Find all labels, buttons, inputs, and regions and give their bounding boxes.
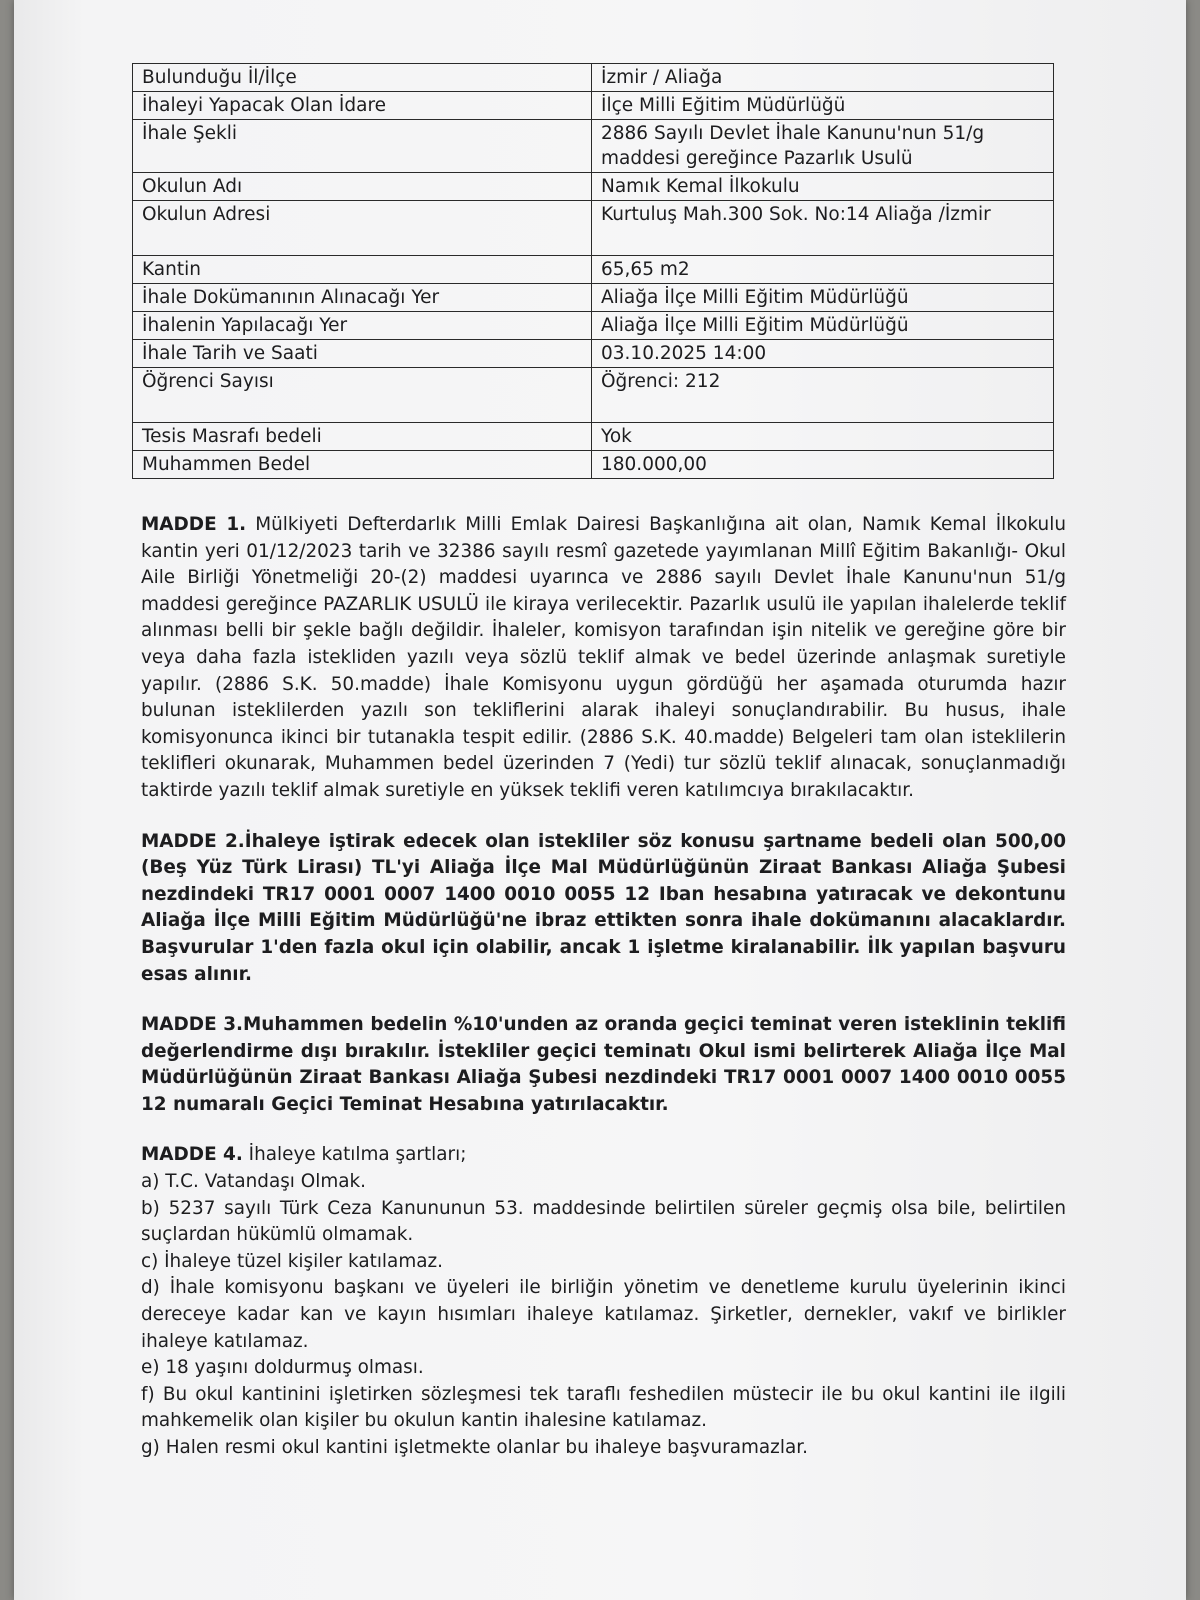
madde-4-intro: İhaleye katılma şartları; <box>242 1144 467 1166</box>
table-row-value: Yok <box>592 423 1054 451</box>
table-row-value: 2886 Sayılı Devlet İhale Kanunu'nun 51/g maddesi gereğince Pazarlık Usulü <box>592 120 1054 173</box>
madde-3 <box>141 1012 1066 1118</box>
list-item: d) İhale komisyonu başkanı ve üyeleri ile birliğin yönetim ve denetleme kurulu üyelerinin ikinci dereceye kadar kan ve kayın hısımları ihaleye katılamaz. Şirketler, dernekler, vakıf ve birlikler ihaleye katılamaz. <box>141 1277 1066 1352</box>
madde-2-label: MADDE 2. <box>141 830 245 852</box>
table-row-key: İhaleyi Yapacak Olan İdare <box>133 92 592 120</box>
table-row <box>133 92 1054 120</box>
table-row-key: Muhammen Bedel <box>133 451 592 479</box>
table-row-value: Öğrenci: 212 <box>592 368 1054 423</box>
table-row-value: 03.10.2025 14:00 <box>592 340 1054 368</box>
madde-3-label: MADDE 3. <box>141 1014 243 1036</box>
table-row <box>133 340 1054 368</box>
list-item: c) İhaleye tüzel kişiler katılamaz. <box>141 1250 443 1272</box>
madde-1-label: MADDE 1. <box>141 514 247 535</box>
table-row-value: Kurtuluş Mah.300 Sok. No:14 Aliağa /İzmir <box>592 201 1054 256</box>
list-item: f) Bu okul kantinini işletirken sözleşmesi tek taraflı feshedilen müstecir ile bu okul kantini ile ilgili mahkemelik olan kişiler bu okulun kantin ihalesine katılamaz. <box>141 1383 1066 1432</box>
table-row-value: İzmir / Aliağa <box>592 64 1054 92</box>
table-row-value: Aliağa İlçe Milli Eğitim Müdürlüğü <box>592 312 1054 340</box>
table-row-key: İhale Tarih ve Saati <box>133 340 592 368</box>
list-item: b) 5237 sayılı Türk Ceza Kanununun 53. maddesinde belirtilen süreler geçmiş olsa bile, belirtilen suçlardan hükümlü olmamak. <box>141 1197 1066 1246</box>
table-row-value: Aliağa İlçe Milli Eğitim Müdürlüğü <box>592 284 1054 312</box>
table-row-value: Namık Kemal İlkokulu <box>592 173 1054 201</box>
table-row <box>133 451 1054 479</box>
table-row <box>133 368 1054 423</box>
madde-1 <box>141 512 1066 805</box>
tender-info-table <box>132 63 1054 479</box>
table-row-key: Kantin <box>133 256 592 284</box>
table-row-key: Öğrenci Sayısı <box>133 368 592 423</box>
table-row-key: İhale Şekli <box>133 120 592 173</box>
madde-4-list <box>141 1169 1066 1462</box>
table-row-key: İhalenin Yapılacağı Yer <box>133 312 592 340</box>
document-body <box>141 512 1066 1462</box>
madde-2-text: İhaleye iştirak edecek olan istekliler söz konusu şartname bedeli olan 500,00 (Beş Yüz Türk Lirası) TL'yi Aliağa İlçe Mal Müdürlüğünün Ziraat Bankası Aliağa Şubesi nezdindeki TR17 0001 0007 1400 0010 0055 12 Iban hesabına yatıracak ve dekontunu Aliağa İlçe Milli Eğitim Müdürlüğü'ne ibraz ettikten sonra ihale dokümanını alacaklardır. Başvurular 1'den fazla okul için olabilir, ancak 1 işletme kiralanabilir. İlk yapılan başvuru esas alınır. <box>141 830 1066 985</box>
madde-1-text: Mülkiyeti Defterdarlık Milli Emlak Dairesi Başkanlığına ait olan, Namık Kemal İlkokulu kantin yeri 01/12/2023 tarih ve 32386 sayılı resmî gazetede yayımlanan Millî Eğitim Bakanlığı- Okul Aile Birliği Yönetmeliği 20-(2) maddesi uyarınca ve 2886 sayılı Devlet İhale Kanunu'nun 51/g maddesi gereğince PAZARLIK USULÜ ile kiraya verilecektir. Pazarlık usulü ile yapılan ihalelerde teklif alınması belli bir şekle bağlı değildir. İhaleler, komisyon tarafından işin nitelik ve gereğine göre bir veya daha fazla istekliden yazılı veya sözlü teklif almak ve bedel üzerinde anlaşmak suretiyle yapılır. (2886 S.K. 50.madde) İhale Komisyonu uygun gördüğü her aşamada oturumda hazır bulunan isteklilerden yazılı son tekliflerini alarak ihaleyi sonuçlandırabilir. Bu husus, ihale komisyonunca ikinci bir tutanakla tespit edilir. (2886 S.K. 40.madde) Belgeleri tam olan isteklilerin teklifleri okunarak, Muhammen bedel üzerinden 7 (Yedi) tur sözlü teklif alınacak, sonuçlanmadığı taktirde yazılı teklif almak suretiyle en yüksek teklifi veren katılımcıya bırakılacaktır. <box>141 514 1066 801</box>
table-row <box>133 173 1054 201</box>
table-row-key: Okulun Adresi <box>133 201 592 256</box>
table-row-value: 180.000,00 <box>592 451 1054 479</box>
table-row <box>133 256 1054 284</box>
table-row <box>133 201 1054 256</box>
table-row-value: 65,65 m2 <box>592 256 1054 284</box>
madde-3-text: Muhammen bedelin %10'unden az oranda geçici teminat veren isteklinin teklifi değerlendirme dışı bırakılır. İstekliler geçici teminatı Okul ismi belirterek Aliağa İlçe Mal Müdürlüğünün Ziraat Bankası Aliağa Şubesi nezdindeki TR17 0001 0007 1400 0010 0055 12 numaralı Geçici Teminat Hesabına yatırılacaktır. <box>141 1014 1066 1115</box>
table-row-key: Okulun Adı <box>133 173 592 201</box>
table-row <box>133 64 1054 92</box>
table-row-key: Bulunduğu İl/İlçe <box>133 64 592 92</box>
madde-4-label: MADDE 4. <box>141 1144 243 1166</box>
list-item: a) T.C. Vatandaşı Olmak. <box>141 1171 367 1193</box>
table-row <box>133 423 1054 451</box>
madde-4 <box>141 1142 1066 1461</box>
table-row-key: Tesis Masrafı bedeli <box>133 423 592 451</box>
table-row <box>133 312 1054 340</box>
table-row <box>133 284 1054 312</box>
list-item: g) Halen resmi okul kantini işletmekte olanlar bu ihaleye başvuramazlar. <box>141 1437 808 1458</box>
table-row <box>133 120 1054 173</box>
list-item: e) 18 yaşını doldurmuş olması. <box>141 1357 424 1379</box>
madde-2 <box>141 829 1066 989</box>
table-row-value: İlçe Milli Eğitim Müdürlüğü <box>592 92 1054 120</box>
table-row-key: İhale Dokümanının Alınacağı Yer <box>133 284 592 312</box>
